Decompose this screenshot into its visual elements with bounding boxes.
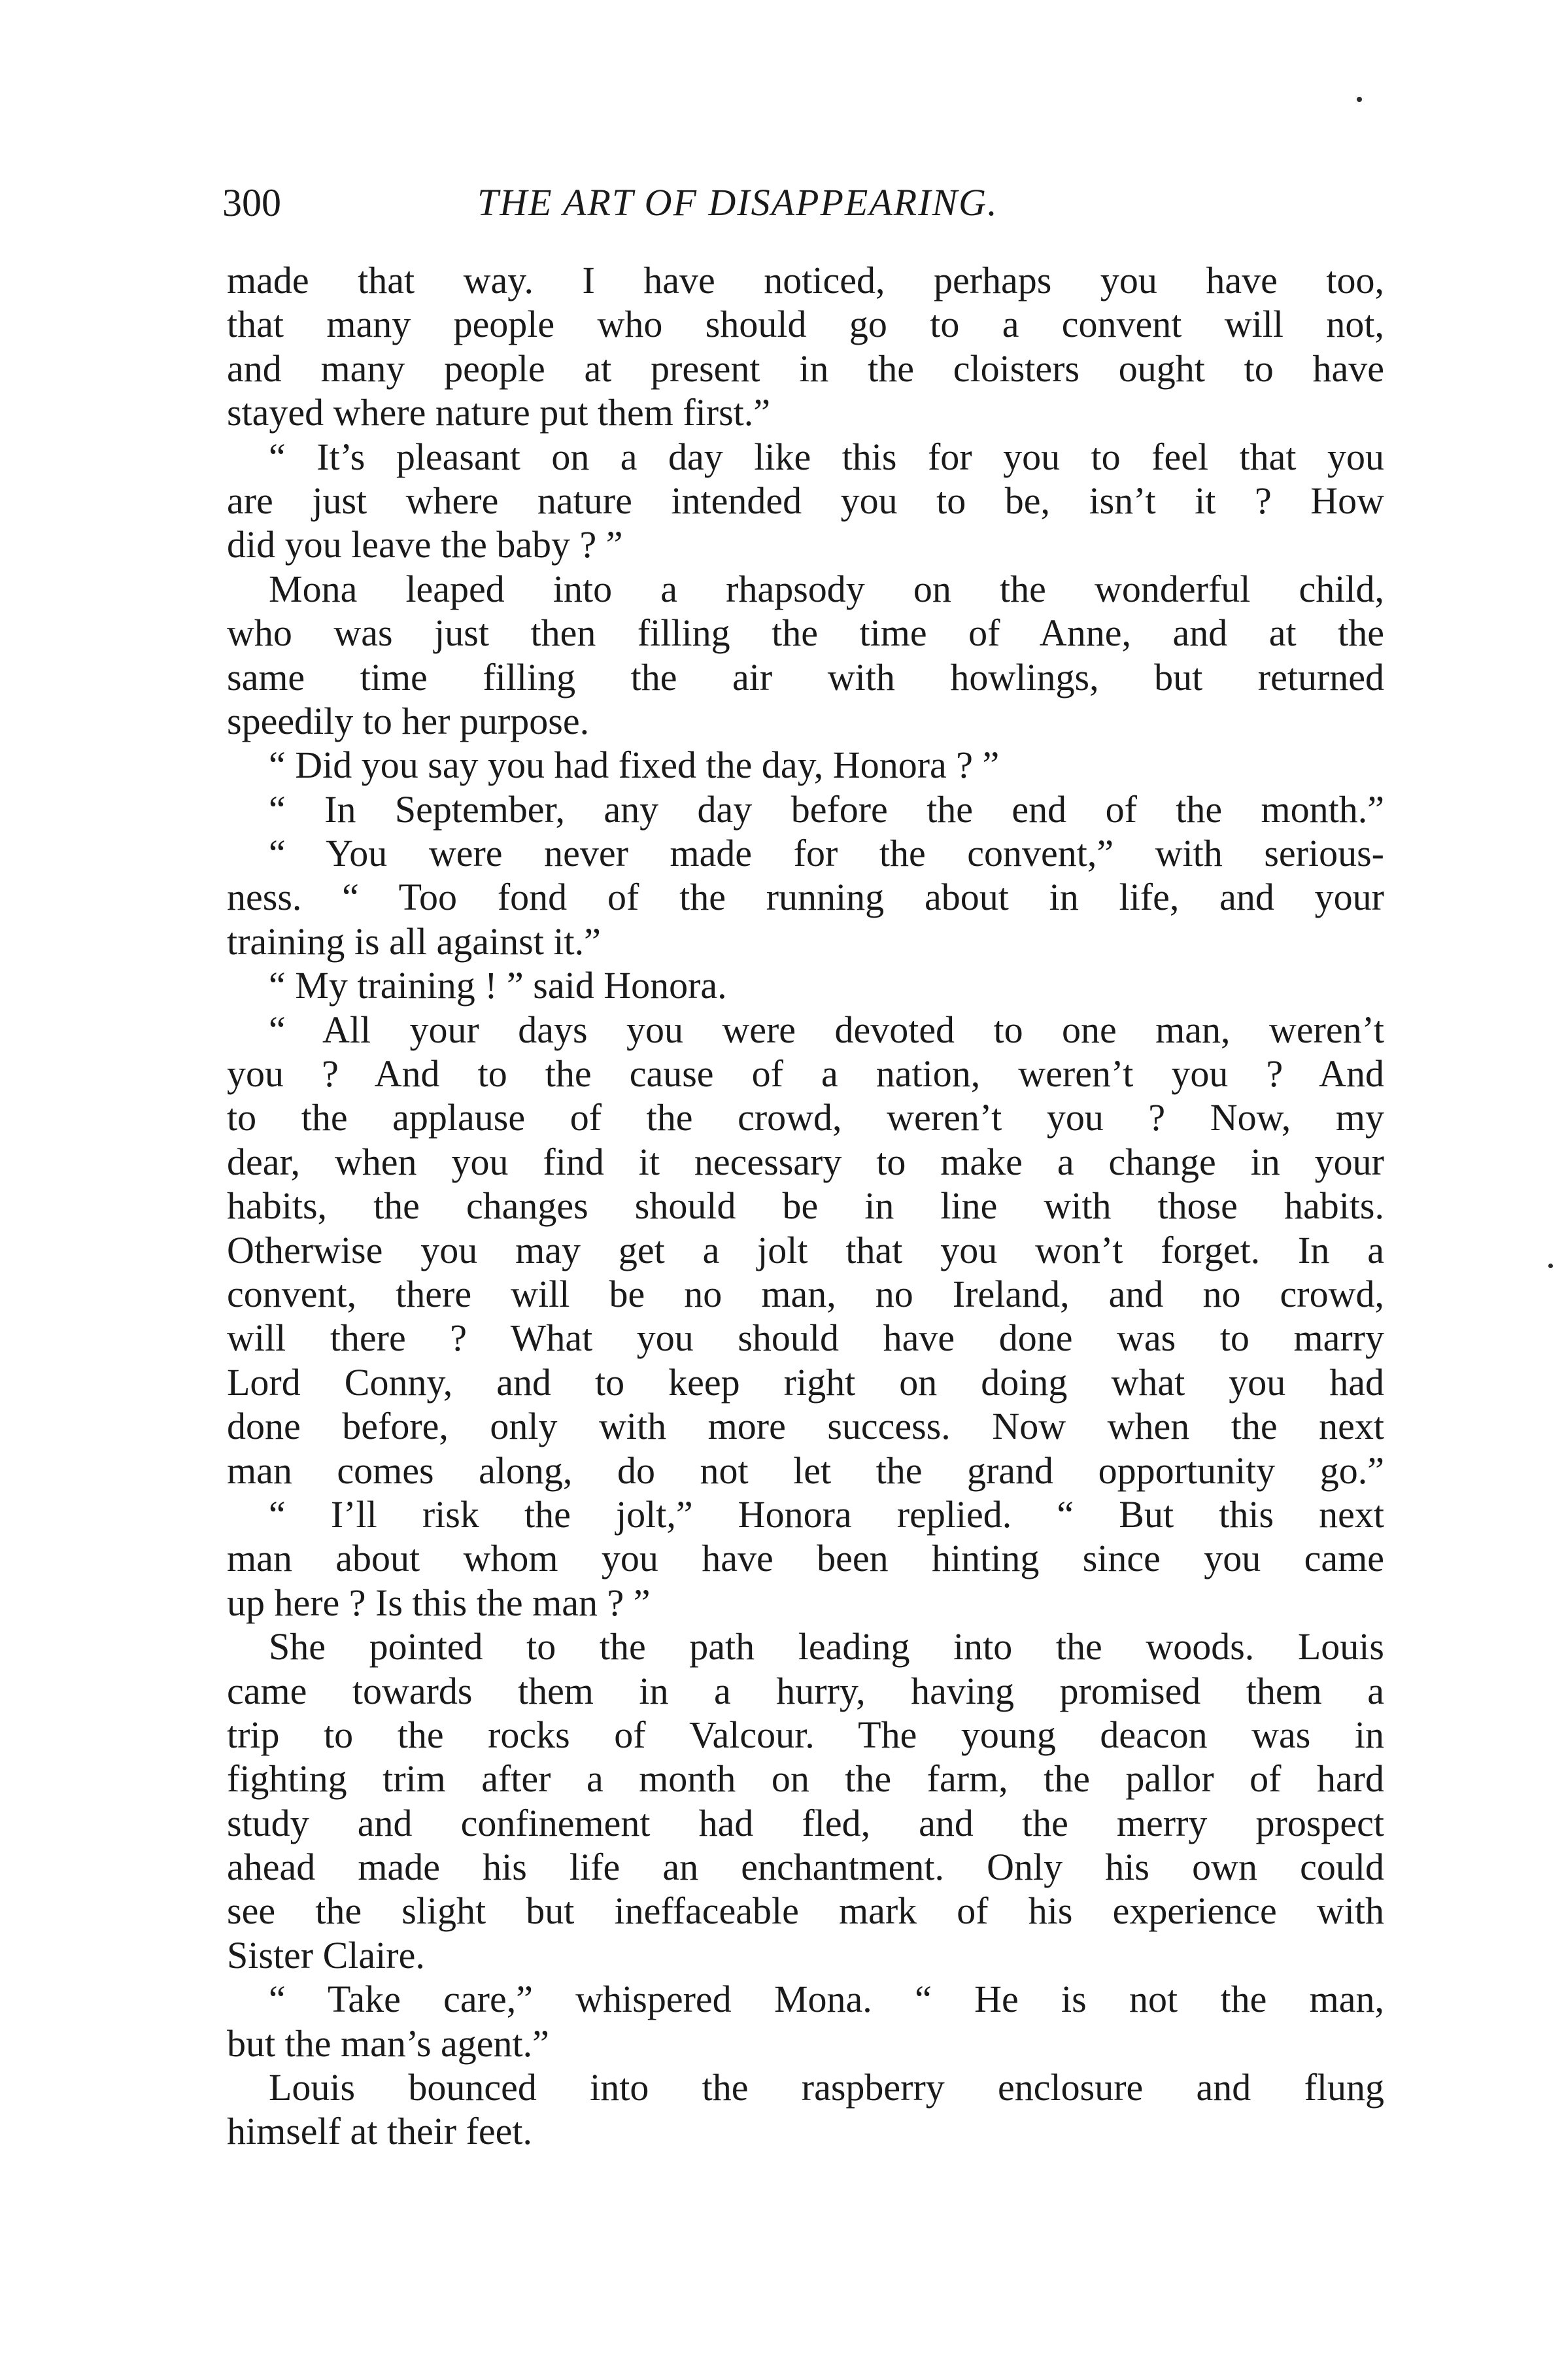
- text-line: She pointed to the path leading into the woods. Louis: [269, 1625, 1384, 1668]
- text-line: ahead made his life an enchantment. Only his own could: [227, 1846, 1384, 1889]
- text-line: but the man’s agent.”: [227, 2022, 549, 2065]
- running-title: THE ART OF DISAPPEARING.: [477, 181, 998, 224]
- text-line: “ It’s pleasant on a day like this for you to feel that you: [269, 435, 1384, 478]
- text-line: Sister Claire.: [227, 1933, 425, 1976]
- text-line: fighting trim after a month on the farm, the pallor of hard: [227, 1757, 1384, 1801]
- text-line: trip to the rocks of Valcour. The young deacon was in: [227, 1713, 1384, 1756]
- text-line: and many people at present in the cloisters ought to have: [227, 347, 1384, 390]
- text-line: study and confinement had fled, and the merry prospect: [227, 1801, 1384, 1844]
- text-line: “ You were never made for the convent,” with serious-: [269, 832, 1384, 875]
- text-line: himself at their feet.: [227, 2110, 533, 2153]
- text-line: see the slight but ineffaceable mark of his experience with: [227, 1889, 1384, 1933]
- text-line: are just where nature intended you to be, isn’t it ? How: [227, 479, 1384, 522]
- ink-speck: [1357, 97, 1362, 102]
- text-line: convent, there will be no man, no Ireland, and no crowd,: [227, 1272, 1384, 1315]
- text-line: to the applause of the crowd, weren’t you ? Now, my: [227, 1096, 1384, 1139]
- text-line: done before, only with more success. Now when the next: [227, 1405, 1384, 1448]
- text-line: dear, when you find it necessary to make a change in your: [227, 1140, 1384, 1183]
- text-line: Lord Conny, and to keep right on doing what you had: [227, 1360, 1384, 1404]
- text-line: training is all against it.”: [227, 920, 601, 963]
- text-line: habits, the changes should be in line with those habits.: [227, 1184, 1384, 1228]
- text-line: that many people who should go to a convent will not,: [227, 303, 1384, 346]
- text-line: did you leave the baby ? ”: [227, 523, 623, 566]
- text-line: “ Did you say you had fixed the day, Honora ? ”: [269, 744, 1000, 787]
- text-line: stayed where nature put them first.”: [227, 391, 771, 434]
- ink-speck: [1548, 1264, 1553, 1268]
- text-line: man comes along, do not let the grand opportunity go.”: [227, 1449, 1384, 1492]
- text-line: “ All your days you were devoted to one man, weren’t: [269, 1008, 1384, 1051]
- text-line: “ Take care,” whispered Mona. “ He is not the man,: [269, 1978, 1384, 2021]
- text-line: you ? And to the cause of a nation, weren’t you ? And: [227, 1052, 1384, 1095]
- text-line: man about whom you have been hinting since you came: [227, 1537, 1384, 1580]
- text-line: ness. “ Too fond of the running about in life, and your: [227, 876, 1384, 919]
- text-line: Louis bounced into the raspberry enclosure and flung: [269, 2066, 1384, 2109]
- text-line: came towards them in a hurry, having promised them a: [227, 1669, 1384, 1712]
- text-line: Otherwise you may get a jolt that you won’t forget. In a: [227, 1228, 1384, 1271]
- text-line: “ I’ll risk the jolt,” Honora replied. “ But this next: [269, 1492, 1384, 1536]
- page-number: 300: [222, 181, 281, 224]
- text-line: made that way. I have noticed, perhaps you have too,: [227, 259, 1384, 302]
- text-line: up here ? Is this the man ? ”: [227, 1581, 651, 1624]
- page-header: [222, 177, 1386, 229]
- text-line: will there ? What you should have done was to marry: [227, 1317, 1384, 1360]
- text-line: who was just then filling the time of Anne, and at the: [227, 612, 1384, 655]
- text-line: speedily to her purpose.: [227, 699, 590, 742]
- body-text: [227, 258, 1384, 2154]
- text-line: “ In September, any day before the end of the month.”: [269, 787, 1384, 831]
- text-line: same time filling the air with howlings, but returned: [227, 655, 1384, 698]
- text-line: Mona leaped into a rhapsody on the wonderful child,: [269, 567, 1384, 610]
- text-line: “ My training ! ” said Honora.: [269, 964, 727, 1007]
